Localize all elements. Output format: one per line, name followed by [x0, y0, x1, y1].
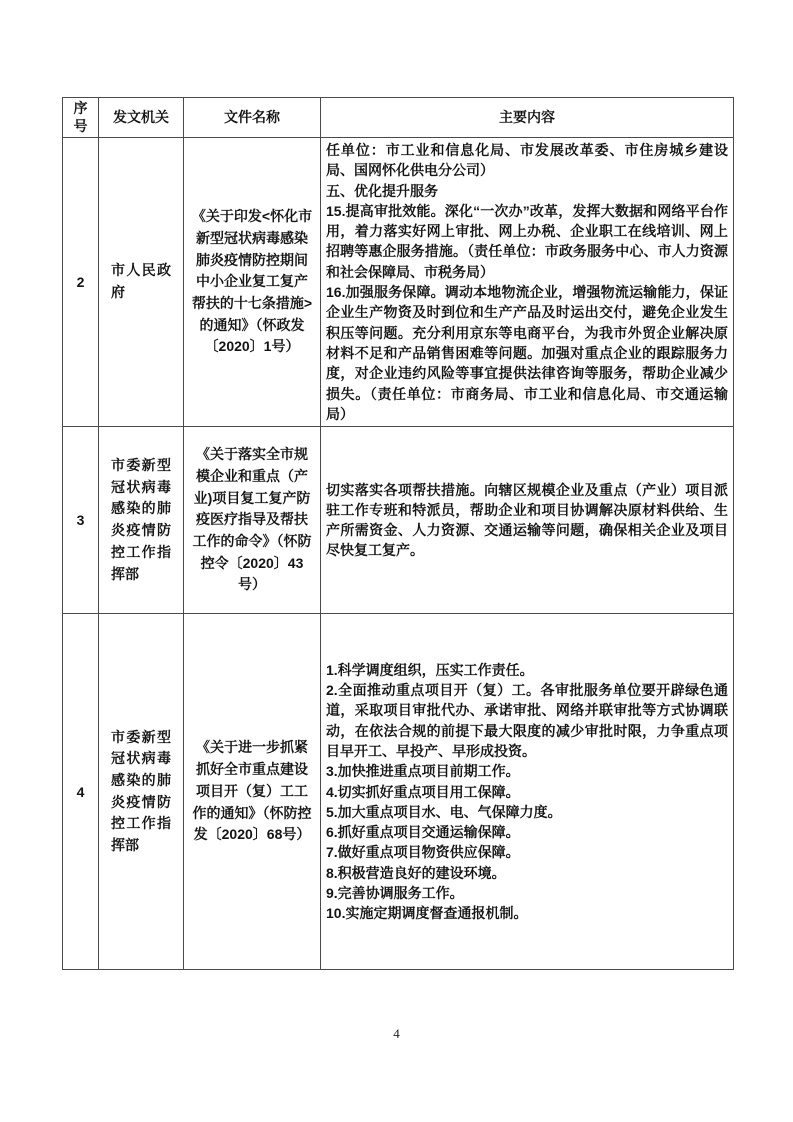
cell-issuing-agency: 市人民政府	[99, 138, 184, 427]
cell-main-content	[321, 614, 734, 970]
header-main-content: 主要内容	[321, 98, 734, 138]
cell-issuing-agency: 市委新型冠状病毒感染的肺炎疫情防控工作指挥部	[99, 427, 184, 614]
content-paragraph: 4.切实抓好重点项目用工保障。	[326, 783, 520, 800]
cell-serial-number: 2	[63, 138, 99, 427]
content-paragraph: 16.加强服务保障。调动本地物流企业，增强物流运输能力，保证企业生产物资及时到位和生产产品及时运出交付，避免企业发生积压等问题。充分利用京东等电商平台，为我市外贸企业解决原材料不足和产品销售困难等问题。加强对重点企业的跟踪服务力度，对企业违约风险等事宜提供法律咨询等服务，帮助企业减少损失。（责任单位：市商务局、市工业和信息化局、市交通运输局）	[326, 284, 728, 422]
content-paragraph: 1.科学调度组织，压实工作责任。	[326, 661, 534, 678]
content-paragraph: 10.实施定期调度督查通报机制。	[326, 905, 528, 922]
header-serial-number: 序号	[63, 98, 99, 138]
content-paragraph: 切实落实各项帮扶措施。向辖区规模企业及重点（产业）项目派驻工作专班和特派员，帮助企业和项目协调解决原材料供给、生产所需资金、人力资源、交通运输等问题，确保相关企业及项目尽快复工复产。	[326, 481, 728, 559]
content-paragraph: 8.积极营造良好的建设环境。	[326, 864, 506, 881]
content-paragraph: 任单位：市工业和信息化局、市发展改革委、市住房城乡建设局、国网怀化供电分公司）	[326, 142, 728, 179]
table-row	[63, 614, 734, 970]
content-paragraph: 5.加大重点项目水、电、气保障力度。	[326, 803, 562, 820]
content-paragraph: 2.全面推动重点项目开（复）工。各审批服务单位要开辟绿色通道，采取项目审批代办、承诺审批、网络并联审批等方式协调联动，在依法合规的前提下最大限度的减少审批时限，力争重点项目早开工、早投产、早形成投资。	[326, 682, 728, 759]
cell-main-content	[321, 427, 734, 614]
cell-main-content	[321, 138, 734, 427]
content-paragraph: 五、优化提升服务	[326, 182, 438, 199]
content-paragraph: 15.提高审批效能。深化“一次办”改革，发挥大数据和网络平台作用，着力落实好网上审批、网上办税、企业职工在线培训、网上招聘等惠企服务措施。（责任单位：市政务服务中心、市人力资源和社会保障局、市税务局）	[326, 202, 728, 280]
content-paragraph: 9.完善协调服务工作。	[326, 884, 464, 901]
header-issuing-agency: 发文机关	[99, 98, 184, 138]
content-paragraph: 7.做好重点项目物资供应保障。	[326, 844, 520, 861]
cell-document-name: 《关于落实全市规模企业和重点（产业)项目复工复产防疫医疗指导及帮扶工作的命令》（怀防控令〔2020〕43号）	[184, 427, 321, 614]
cell-serial-number: 4	[63, 614, 99, 970]
cell-document-name: 《关于进一步抓紧抓好全市重点建设项目开（复）工工作的通知》（怀防控发〔2020〕68号）	[184, 614, 321, 970]
content-paragraph: 6.抓好重点项目交通运输保障。	[326, 824, 520, 841]
table-row	[63, 138, 734, 427]
cell-issuing-agency: 市委新型冠状病毒感染的肺炎疫情防控工作指挥部	[99, 614, 184, 970]
cell-document-name: 《关于印发<怀化市新型冠状病毒感染肺炎疫情防控期间中小企业复工复产帮扶的十七条措施>的通知》（怀政发〔2020〕1号）	[184, 138, 321, 427]
page-number: 4	[393, 1026, 400, 1041]
table-header-row	[63, 98, 734, 138]
content-paragraph: 3.加快推进重点项目前期工作。	[326, 763, 520, 780]
cell-serial-number: 3	[63, 427, 99, 614]
table-row	[63, 427, 734, 614]
header-document-name: 文件名称	[184, 98, 321, 138]
document-table	[62, 97, 734, 970]
